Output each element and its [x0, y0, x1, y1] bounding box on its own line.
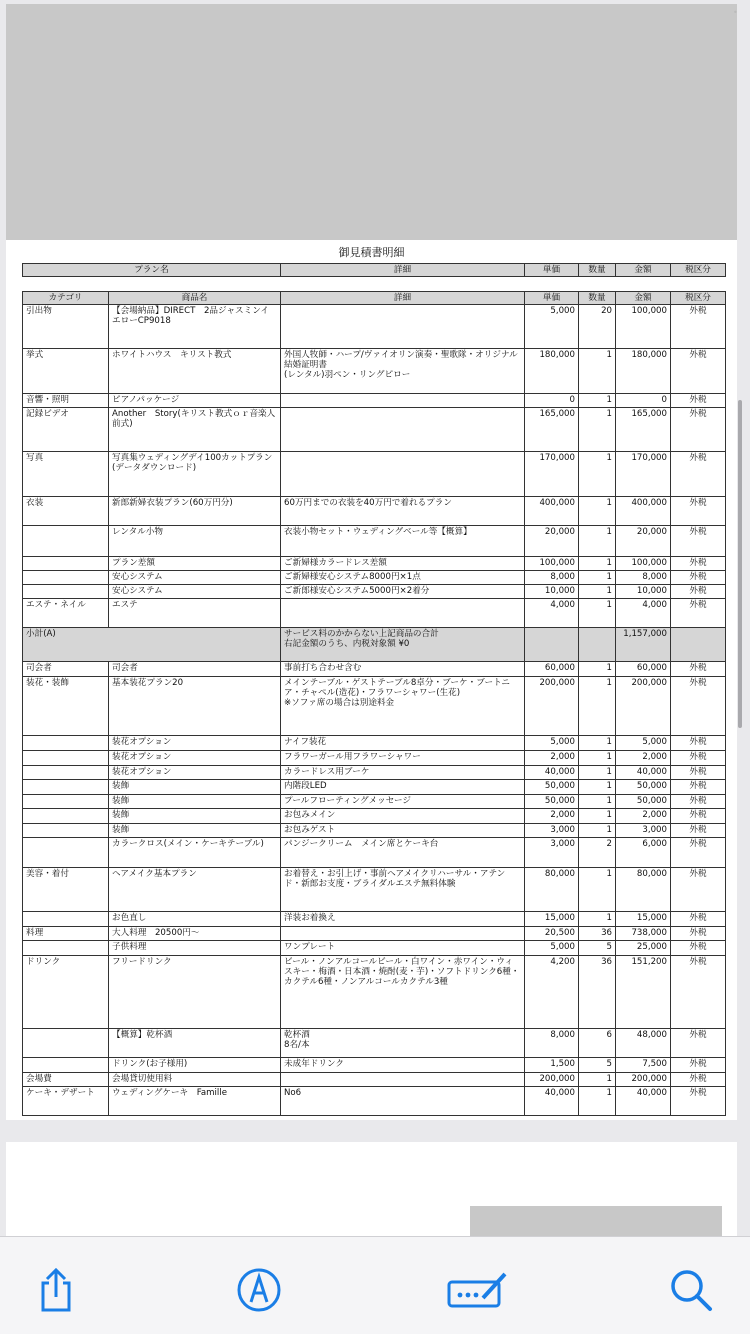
detail-cell: ワンプレート — [281, 941, 525, 956]
table-row — [23, 557, 726, 571]
unit-price-cell: 50,000 — [525, 780, 579, 795]
amount-cell: 400,000 — [616, 497, 671, 526]
quantity-cell: 1 — [579, 736, 616, 751]
document-page — [6, 240, 737, 1120]
subtotal-amount: 1,157,000 — [616, 628, 671, 662]
plan-summary-table — [22, 263, 726, 277]
quantity-cell: 1 — [579, 452, 616, 497]
product-name-cell: カラークロス(メイン・ケーキテーブル) — [109, 838, 281, 868]
unit-price-cell: 50,000 — [525, 795, 579, 809]
category-cell: 写真 — [23, 452, 109, 497]
table-row — [23, 452, 726, 497]
table-row — [23, 751, 726, 766]
quantity-cell: 36 — [579, 956, 616, 1029]
tax-type-cell: 外税 — [671, 452, 726, 497]
unit-price-cell: 20,000 — [525, 526, 579, 557]
amount-cell: 180,000 — [616, 349, 671, 394]
tax-type-cell: 外税 — [671, 795, 726, 809]
header-product: 商品名 — [109, 292, 281, 305]
amount-cell: 10,000 — [616, 585, 671, 599]
detail-cell: 未成年ドリンク — [281, 1058, 525, 1073]
amount-cell: 20,000 — [616, 526, 671, 557]
category-cell: 料理 — [23, 927, 109, 941]
tax-type-cell: 外税 — [671, 809, 726, 824]
table-row — [23, 1058, 726, 1073]
tax-type-cell: 外税 — [671, 1073, 726, 1087]
table-row — [23, 497, 726, 526]
tax-type-cell: 外税 — [671, 912, 726, 927]
quantity-cell: 1 — [579, 557, 616, 571]
product-name-cell: 装飾 — [109, 780, 281, 795]
amount-cell: 5,000 — [616, 736, 671, 751]
amount-cell: 2,000 — [616, 809, 671, 824]
tax-type-cell: 外税 — [671, 766, 726, 780]
quantity-cell: 1 — [579, 766, 616, 780]
summary-header-price: 単価 — [525, 264, 579, 277]
unit-price-cell: 165,000 — [525, 408, 579, 452]
category-cell — [23, 571, 109, 585]
category-cell: 記録ビデオ — [23, 408, 109, 452]
subtotal-detail: サービス料のかからない上記商品の合計 右記金額のうち、内税対象額 ¥0 — [281, 628, 525, 662]
redacted-header-area — [6, 4, 737, 240]
category-cell — [23, 1058, 109, 1073]
table-row — [23, 526, 726, 557]
product-name-cell: 装飾 — [109, 824, 281, 838]
tax-type-cell: 外税 — [671, 736, 726, 751]
markup-button[interactable] — [234, 1265, 284, 1315]
product-name-cell: 会場貸切使用料 — [109, 1073, 281, 1087]
category-cell — [23, 780, 109, 795]
amount-cell: 15,000 — [616, 912, 671, 927]
detail-cell: ご新婦様カラードレス差額 — [281, 557, 525, 571]
summary-header-plan: プラン名 — [23, 264, 281, 277]
scrollbar[interactable] — [738, 400, 742, 728]
table-row — [23, 677, 726, 736]
product-name-cell: 【概算】乾杯酒 — [109, 1029, 281, 1058]
quantity-cell: 1 — [579, 571, 616, 585]
category-cell: 衣装 — [23, 497, 109, 526]
product-name-cell: ヘアメイク基本プラン — [109, 868, 281, 912]
table-row — [23, 927, 726, 941]
unit-price-cell: 8,000 — [525, 1029, 579, 1058]
product-name-cell: 大人料理 20500円～ — [109, 927, 281, 941]
tax-type-cell: 外税 — [671, 956, 726, 1029]
detail-cell: 乾杯酒 8名/本 — [281, 1029, 525, 1058]
subtotal-row — [23, 628, 726, 662]
detail-cell: 事前打ち合わせ含む — [281, 662, 525, 677]
table-row — [23, 585, 726, 599]
unit-price-cell: 8,000 — [525, 571, 579, 585]
detail-cell: No6 — [281, 1087, 525, 1116]
product-name-cell: 装飾 — [109, 809, 281, 824]
page-corner-mark: • — [733, 8, 738, 17]
unit-price-cell: 20,500 — [525, 927, 579, 941]
quantity-cell: 20 — [579, 305, 616, 349]
bottom-toolbar — [0, 1236, 750, 1334]
unit-price-cell: 1,500 — [525, 1058, 579, 1073]
unit-price-cell: 2,000 — [525, 809, 579, 824]
product-name-cell: ホワイトハウス キリスト教式 — [109, 349, 281, 394]
tax-type-cell: 外税 — [671, 408, 726, 452]
tax-type-cell: 外税 — [671, 677, 726, 736]
detail-cell — [281, 305, 525, 349]
product-name-cell: 装花オプション — [109, 766, 281, 780]
tax-type-cell: 外税 — [671, 1087, 726, 1116]
amount-cell: 50,000 — [616, 795, 671, 809]
amount-cell: 3,000 — [616, 824, 671, 838]
quantity-cell: 1 — [579, 751, 616, 766]
amount-cell: 100,000 — [616, 557, 671, 571]
category-cell — [23, 585, 109, 599]
category-cell — [23, 838, 109, 868]
tax-type-cell: 外税 — [671, 1029, 726, 1058]
unit-price-cell: 0 — [525, 394, 579, 408]
unit-price-cell: 4,000 — [525, 599, 579, 628]
table-row — [23, 599, 726, 628]
share-button[interactable] — [31, 1265, 81, 1315]
category-cell — [23, 941, 109, 956]
amount-cell: 40,000 — [616, 1087, 671, 1116]
category-cell — [23, 912, 109, 927]
tax-type-cell: 外税 — [671, 838, 726, 868]
summary-header-amount: 金額 — [616, 264, 671, 277]
product-name-cell: プラン差額 — [109, 557, 281, 571]
category-cell: 司会者 — [23, 662, 109, 677]
quantity-cell: 1 — [579, 1073, 616, 1087]
tax-type-cell: 外税 — [671, 571, 726, 585]
search-icon — [668, 1267, 714, 1313]
category-cell — [23, 766, 109, 780]
table-row — [23, 941, 726, 956]
amount-cell: 7,500 — [616, 1058, 671, 1073]
estimate-detail-table — [22, 291, 726, 1116]
category-cell: 音響・照明 — [23, 394, 109, 408]
tax-type-cell: 外税 — [671, 868, 726, 912]
product-name-cell: レンタル小物 — [109, 526, 281, 557]
product-name-cell: フリードリンク — [109, 956, 281, 1029]
unit-price-cell: 40,000 — [525, 766, 579, 780]
amount-cell: 8,000 — [616, 571, 671, 585]
detail-cell: カラードレス用ブーケ — [281, 766, 525, 780]
unit-price-cell: 5,000 — [525, 736, 579, 751]
summary-header-detail: 詳細 — [281, 264, 525, 277]
unit-price-cell: 2,000 — [525, 751, 579, 766]
document-title: 御見積書明細 — [338, 246, 405, 259]
sign-button[interactable] — [447, 1265, 511, 1315]
table-row — [23, 795, 726, 809]
detail-cell: ご新婦様安心システム8000円×1点 — [281, 571, 525, 585]
quantity-cell: 1 — [579, 585, 616, 599]
tax-type-cell: 外税 — [671, 824, 726, 838]
table-row — [23, 838, 726, 868]
detail-cell: 外国人牧師・ハープ/ヴァイオリン演奏・聖歌隊・オリジナル結婚証明書 (レンタル)羽ペン・リングピロー — [281, 349, 525, 394]
table-row — [23, 1073, 726, 1087]
amount-cell: 165,000 — [616, 408, 671, 452]
header-tax: 税区分 — [671, 292, 726, 305]
tax-type-cell: 外税 — [671, 941, 726, 956]
product-name-cell: ウェディングケーキ Famille — [109, 1087, 281, 1116]
empty-cell — [671, 628, 726, 662]
unit-price-cell: 200,000 — [525, 677, 579, 736]
unit-price-cell: 400,000 — [525, 497, 579, 526]
detail-cell — [281, 394, 525, 408]
tax-type-cell: 外税 — [671, 394, 726, 408]
subtotal-label: 小計(A) — [23, 628, 281, 662]
amount-cell: 40,000 — [616, 766, 671, 780]
empty-cell — [579, 628, 616, 662]
share-icon — [36, 1267, 76, 1313]
amount-cell: 50,000 — [616, 780, 671, 795]
quantity-cell: 1 — [579, 599, 616, 628]
detail-cell: 内階段LED — [281, 780, 525, 795]
quantity-cell: 1 — [579, 349, 616, 394]
amount-cell: 25,000 — [616, 941, 671, 956]
unit-price-cell: 3,000 — [525, 838, 579, 868]
product-name-cell: 装花オプション — [109, 751, 281, 766]
detail-cell — [281, 408, 525, 452]
tax-type-cell: 外税 — [671, 497, 726, 526]
amount-cell: 6,000 — [616, 838, 671, 868]
unit-price-cell: 200,000 — [525, 1073, 579, 1087]
summary-header-tax: 税区分 — [671, 264, 726, 277]
category-cell: 美容・着付 — [23, 868, 109, 912]
table-row — [23, 305, 726, 349]
sign-icon — [447, 1270, 511, 1310]
category-cell — [23, 809, 109, 824]
product-name-cell: ドリンク(お子様用) — [109, 1058, 281, 1073]
amount-cell: 100,000 — [616, 305, 671, 349]
header-price: 単価 — [525, 292, 579, 305]
amount-cell: 2,000 — [616, 751, 671, 766]
category-cell: 装花・装飾 — [23, 677, 109, 736]
quantity-cell: 1 — [579, 677, 616, 736]
table-row — [23, 809, 726, 824]
detail-cell: ナイフ装花 — [281, 736, 525, 751]
table-row — [23, 868, 726, 912]
table-row — [23, 571, 726, 585]
summary-header-row — [23, 264, 726, 277]
tax-type-cell: 外税 — [671, 349, 726, 394]
product-name-cell: 装飾 — [109, 795, 281, 809]
quantity-cell: 1 — [579, 809, 616, 824]
unit-price-cell: 60,000 — [525, 662, 579, 677]
amount-cell: 4,000 — [616, 599, 671, 628]
product-name-cell: 装花オプション — [109, 736, 281, 751]
unit-price-cell: 3,000 — [525, 824, 579, 838]
quantity-cell: 1 — [579, 780, 616, 795]
category-cell: 会場費 — [23, 1073, 109, 1087]
tax-type-cell: 外税 — [671, 1058, 726, 1073]
category-cell — [23, 824, 109, 838]
detail-cell: 衣装小物セット・ウェディングベール等【概算】 — [281, 526, 525, 557]
tax-type-cell: 外税 — [671, 662, 726, 677]
product-name-cell: お色直し — [109, 912, 281, 927]
tax-type-cell: 外税 — [671, 780, 726, 795]
table-row — [23, 956, 726, 1029]
category-cell — [23, 1029, 109, 1058]
detail-cell — [281, 599, 525, 628]
amount-cell: 80,000 — [616, 868, 671, 912]
amount-cell: 60,000 — [616, 662, 671, 677]
category-cell — [23, 795, 109, 809]
category-cell — [23, 751, 109, 766]
unit-price-cell: 15,000 — [525, 912, 579, 927]
table-row — [23, 394, 726, 408]
unit-price-cell: 80,000 — [525, 868, 579, 912]
unit-price-cell: 100,000 — [525, 557, 579, 571]
category-cell: 挙式 — [23, 349, 109, 394]
product-name-cell: 基本装花プラン20 — [109, 677, 281, 736]
amount-cell: 738,000 — [616, 927, 671, 941]
detail-cell — [281, 452, 525, 497]
table-row — [23, 349, 726, 394]
detail-cell: パンジークリーム メイン席とケーキ台 — [281, 838, 525, 868]
amount-cell: 200,000 — [616, 1073, 671, 1087]
category-cell — [23, 557, 109, 571]
product-name-cell: 新郎新婦衣装プラン(60万円分) — [109, 497, 281, 526]
table-row — [23, 824, 726, 838]
quantity-cell: 1 — [579, 795, 616, 809]
quantity-cell: 1 — [579, 1087, 616, 1116]
header-qty: 数量 — [579, 292, 616, 305]
product-name-cell: エステ — [109, 599, 281, 628]
detail-cell: ご新郎様安心システム5000円×2着分 — [281, 585, 525, 599]
unit-price-cell: 40,000 — [525, 1087, 579, 1116]
unit-price-cell: 10,000 — [525, 585, 579, 599]
unit-price-cell: 4,200 — [525, 956, 579, 1029]
header-detail: 詳細 — [281, 292, 525, 305]
table-row — [23, 1029, 726, 1058]
quantity-cell: 5 — [579, 941, 616, 956]
product-name-cell: 子供料理 — [109, 941, 281, 956]
table-row — [23, 780, 726, 795]
category-cell — [23, 736, 109, 751]
detail-cell — [281, 927, 525, 941]
empty-cell — [525, 628, 579, 662]
detail-cell — [281, 1073, 525, 1087]
table-row — [23, 408, 726, 452]
amount-cell: 48,000 — [616, 1029, 671, 1058]
tax-type-cell: 外税 — [671, 526, 726, 557]
markup-icon — [235, 1266, 283, 1314]
quantity-cell: 1 — [579, 868, 616, 912]
product-name-cell: ピアノパッケージ — [109, 394, 281, 408]
table-row — [23, 1087, 726, 1116]
product-name-cell: 司会者 — [109, 662, 281, 677]
amount-cell: 151,200 — [616, 956, 671, 1029]
quantity-cell: 1 — [579, 912, 616, 927]
quantity-cell: 6 — [579, 1029, 616, 1058]
amount-cell: 200,000 — [616, 677, 671, 736]
tax-type-cell: 外税 — [671, 585, 726, 599]
detail-cell: 60万円までの衣装を40万円で着れるプラン — [281, 497, 525, 526]
product-name-cell: 【会場納品】DIRECT 2品ジャスミンイエローCP9018 — [109, 305, 281, 349]
detail-cell: お包みメイン — [281, 809, 525, 824]
unit-price-cell: 5,000 — [525, 305, 579, 349]
category-cell — [23, 526, 109, 557]
quantity-cell: 5 — [579, 1058, 616, 1073]
product-name-cell: 写真集ウェディングデイ100カットプラン(データダウンロード) — [109, 452, 281, 497]
quantity-cell: 1 — [579, 497, 616, 526]
header-amount: 金額 — [616, 292, 671, 305]
category-cell: ドリンク — [23, 956, 109, 1029]
quantity-cell: 1 — [579, 526, 616, 557]
header-category: カテゴリ — [23, 292, 109, 305]
tax-type-cell: 外税 — [671, 599, 726, 628]
product-name-cell: 安心システム — [109, 571, 281, 585]
unit-price-cell: 5,000 — [525, 941, 579, 956]
category-cell: ケーキ・デザート — [23, 1087, 109, 1116]
detail-cell: ビール・ノンアルコールビール・白ワイン・赤ワイン・ウィスキー・梅酒・日本酒・焼酎(麦・芋)・ソフトドリンク6種・カクテル6種・ノンアルコールカクテル3種 — [281, 956, 525, 1029]
quantity-cell: 2 — [579, 838, 616, 868]
table-row — [23, 736, 726, 751]
detail-cell: お着替え・お引上げ・事前ヘアメイクリハーサル・アテンド・新郎お支度・ブライダルエステ無料体験 — [281, 868, 525, 912]
table-row — [23, 766, 726, 780]
quantity-cell: 1 — [579, 824, 616, 838]
unit-price-cell: 170,000 — [525, 452, 579, 497]
unit-price-cell: 180,000 — [525, 349, 579, 394]
tax-type-cell: 外税 — [671, 557, 726, 571]
detail-header-row — [23, 292, 726, 305]
table-row — [23, 662, 726, 677]
amount-cell: 0 — [616, 394, 671, 408]
search-button[interactable] — [666, 1265, 716, 1315]
quantity-cell: 36 — [579, 927, 616, 941]
detail-cell: メインテーブル・ゲストテーブル8卓分・ブーケ・ブートニア・チャペル(造花)・フラワーシャワー(生花) ※ソファ席の場合は別途料金 — [281, 677, 525, 736]
quantity-cell: 1 — [579, 394, 616, 408]
tax-type-cell: 外税 — [671, 305, 726, 349]
product-name-cell: 安心システム — [109, 585, 281, 599]
summary-header-qty: 数量 — [579, 264, 616, 277]
detail-cell: フラワーガール用フラワーシャワー — [281, 751, 525, 766]
detail-cell: プールフローティングメッセージ — [281, 795, 525, 809]
table-row — [23, 912, 726, 927]
quantity-cell: 1 — [579, 662, 616, 677]
detail-cell: お包みゲスト — [281, 824, 525, 838]
detail-cell: 洋装お着換え — [281, 912, 525, 927]
amount-cell: 170,000 — [616, 452, 671, 497]
tax-type-cell: 外税 — [671, 751, 726, 766]
product-name-cell: Another Story(キリスト教式ｏｒ音楽人前式) — [109, 408, 281, 452]
quantity-cell: 1 — [579, 408, 616, 452]
category-cell: エステ・ネイル — [23, 599, 109, 628]
category-cell: 引出物 — [23, 305, 109, 349]
tax-type-cell: 外税 — [671, 927, 726, 941]
